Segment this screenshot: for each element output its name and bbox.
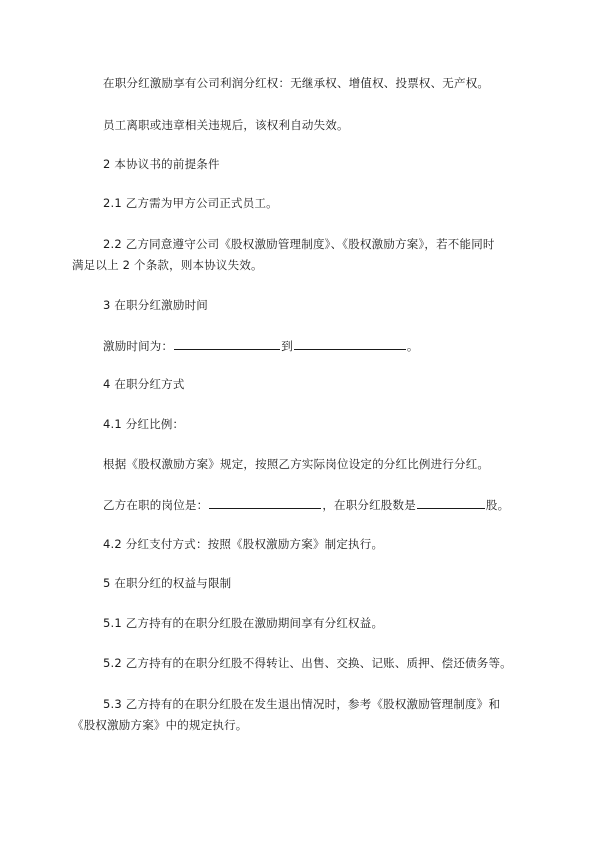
clause-5-2: 5.2 乙方持有的在职分红股不得转让、出售、交换、记账、质押、偿还债务等。 [103,656,512,670]
shares-blank [417,497,485,509]
section-heading-5: 5 在职分红的权益与限制 [103,576,232,590]
clause-2-1: 2.1 乙方需为甲方公司正式员工。 [103,196,278,210]
incentive-period-line [103,338,419,353]
clause-2-2-line1: 2.2 乙方同意遵守公司《股权激励管理制度》、《股权激励方案》，若不能同时 [103,237,495,251]
section-heading-2: 2 本协议书的前提条件 [103,157,220,171]
clause-2-2-line2: 满足以上 2 个条款，则本协议失效。 [72,258,263,272]
end-date-blank [294,338,406,350]
position-label: 乙方在职的岗位是： [103,498,209,512]
period-end-mark: 。 [406,339,419,353]
incentive-period-label: 激励时间为： [103,339,174,353]
clause-5-1: 5.1 乙方持有的在职分红股在激励期间享有分红权益。 [103,616,384,630]
clause-4-2: 4.2 分红支付方式：按照《股权激励方案》制定执行。 [103,537,384,551]
to-label: 到 [281,339,293,353]
shares-end: 股。 [485,498,510,512]
position-line [103,497,509,512]
paragraph-dividend-rights: 在职分红激励享有公司利润分红权：无继承权、增值权、投票权、无产权。 [103,76,490,90]
start-date-blank [174,338,280,350]
paragraph-right-invalidation: 员工离职或违章相关违规后，该权利自动失效。 [103,118,349,132]
clause-5-3-line2: 《股权激励方案》中的规定执行。 [72,718,248,732]
position-blank [209,497,321,509]
dividend-ratio-text: 根据《股权激励方案》规定，按照乙方实际岗位设定的分红比例进行分红。 [103,457,490,471]
clause-4-1: 4.1 分红比例： [103,417,185,431]
section-heading-3: 3 在职分红激励时间 [103,298,208,312]
clause-5-3-line1: 5.3 乙方持有的在职分红股在发生退出情况时，参考《股权激励管理制度》和 [103,697,501,711]
section-heading-4: 4 在职分红方式 [103,377,185,391]
shares-label: ，在职分红股数是 [322,498,416,512]
